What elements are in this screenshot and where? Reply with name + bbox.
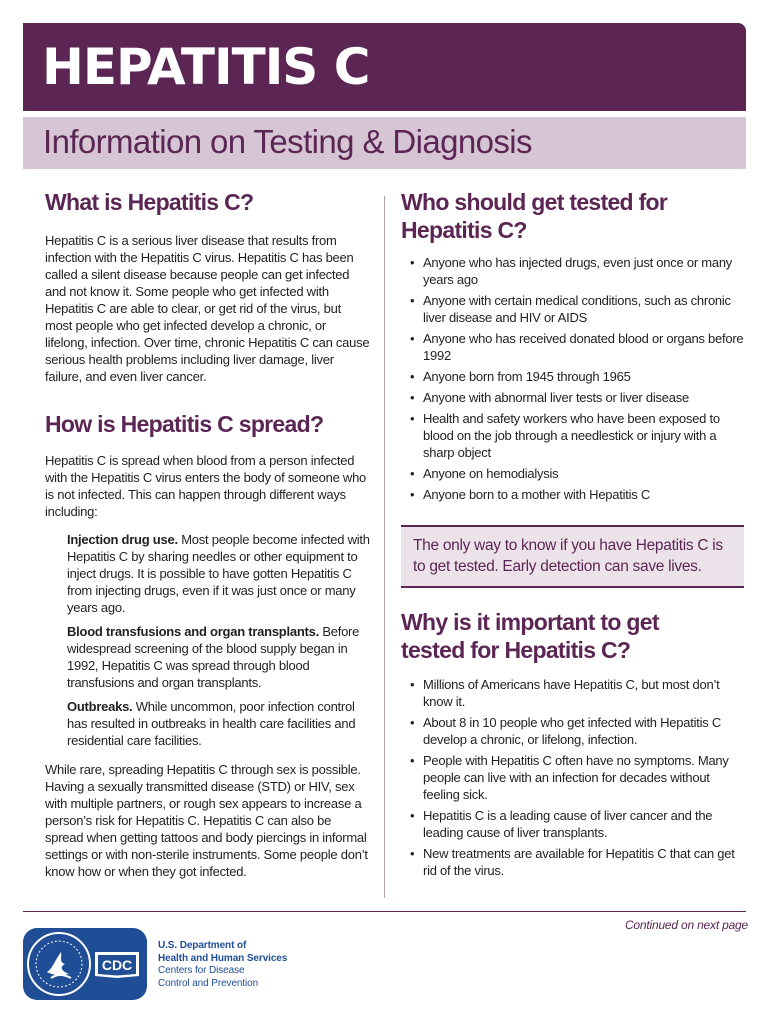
why-list xyxy=(401,676,746,879)
list-item xyxy=(401,845,746,879)
cdc-logo-text: CDC xyxy=(101,957,133,973)
bullet-icon: • xyxy=(410,715,415,730)
subtitle-band xyxy=(23,117,746,169)
bullet-icon: • xyxy=(410,846,415,861)
way-term: Outbreaks. xyxy=(67,699,133,714)
who-list xyxy=(401,254,746,503)
way-text: While uncommon, poor infection control has resulted in outbreaks in health care facilities and residential care facilities. xyxy=(67,699,356,748)
page-subtitle: Information on Testing & Diagnosis xyxy=(43,123,532,160)
list-item-text: Health and safety workers who have been exposed to blood on the job through a needlestick or injury with a sharp object xyxy=(423,411,720,460)
what-body: Hepatitis C is a serious liver disease that results from infection with the Hepatitis C virus. Hepatitis C has been called a silent disease because people can get infected and not know it. Some people who get infected with Hepatitis C are able to clear, or get rid of the virus, but most people who get infected develop a chronic, or lifelong, infection. Over time, chronic Hepatitis C can cause serious health problems including liver damage, liver failure, and even liver cancer. xyxy=(45,233,370,384)
title-band xyxy=(23,23,746,111)
bullet-icon: • xyxy=(410,808,415,823)
bullet-icon: • xyxy=(410,390,415,405)
section-what xyxy=(45,188,370,385)
agency-dept-line2: Health and Human Services xyxy=(158,952,288,964)
list-item xyxy=(401,676,746,710)
bullet-icon: • xyxy=(410,466,415,481)
way-text: Before widespread screening of the blood supply began in 1992, Hepatitis C was spread through blood transfusions and organ transplants. xyxy=(67,624,360,690)
agency-cdc-line1: Centers for Disease xyxy=(158,965,245,976)
right-column xyxy=(401,188,746,883)
list-item xyxy=(401,752,746,803)
bullet-icon: • xyxy=(410,677,415,692)
page-title: HEPATITIS C xyxy=(42,38,370,96)
bullet-icon: • xyxy=(410,293,415,308)
section-how xyxy=(45,410,370,880)
list-item xyxy=(401,807,746,841)
bullet-icon: • xyxy=(410,369,415,384)
list-item-text: Anyone with certain medical conditions, such as chronic liver disease and HIV or AIDS xyxy=(423,293,731,325)
list-item xyxy=(401,410,746,461)
what-heading: What is Hepatitis C? xyxy=(45,189,254,215)
logo-block xyxy=(23,928,147,1000)
list-item-text: Anyone who has injected drugs, even just once or many years ago xyxy=(423,255,733,287)
section-why xyxy=(401,608,746,879)
who-heading: Who should get tested for Hepatitis C? xyxy=(401,189,668,243)
list-item-text: Anyone with abnormal liver tests or liver disease xyxy=(423,390,689,405)
list-item-text: Anyone on hemodialysis xyxy=(423,466,559,481)
way-term: Blood transfusions and organ transplants. xyxy=(67,624,319,639)
footer-rule xyxy=(23,911,746,912)
bullet-icon: • xyxy=(410,487,415,502)
way-text: Most people become infected with Hepatitis C by sharing needles or other equipment to inject drugs. It is possible to have gotten Hepatitis C from injecting drugs, even if it was just once or many years ago. xyxy=(67,532,370,615)
list-item-text: People with Hepatitis C often have no symptoms. Many people can live with an infection for decades without feeling sick. xyxy=(423,753,729,802)
list-item xyxy=(401,292,746,326)
bullet-icon: • xyxy=(410,753,415,768)
list-item xyxy=(401,465,746,482)
how-intro: Hepatitis C is spread when blood from a person infected with the Hepatitis C virus enters the body of someone who is not infected. This can happen through different ways including: xyxy=(45,453,367,519)
agency-dept-line1: U.S. Department of xyxy=(158,940,247,951)
list-item xyxy=(401,330,746,364)
list-item-text: Anyone born to a mother with Hepatitis C xyxy=(423,487,651,502)
way-term: Injection drug use. xyxy=(67,532,178,547)
list-item xyxy=(67,623,370,691)
how-outro: While rare, spreading Hepatitis C through sex is possible. Having a sexually transmitted disease (STD) or HIV, sex with multiple partners, or rough sex appears to increase a person’s risk for Hepatitis C. Hepatitis C can also be spread when getting tattoos and body piercings in informal settings or with non-sterile instruments. Some people don’t know how or when they got infected. xyxy=(45,762,368,879)
list-item-text: About 8 in 10 people who get infected with Hepatitis C develop a chronic, or lifelong, infection. xyxy=(423,715,721,747)
continued-note: Continued on next page xyxy=(624,918,748,932)
list-item xyxy=(401,714,746,748)
why-heading: Why is it important to get tested for Hepatitis C? xyxy=(401,609,659,663)
bullet-icon: • xyxy=(410,331,415,346)
bullet-icon: • xyxy=(410,255,415,270)
list-item xyxy=(401,254,746,288)
cdc-logo-icon xyxy=(93,948,141,980)
list-item xyxy=(401,389,746,406)
list-item-text: Anyone born from 1945 through 1965 xyxy=(423,369,631,384)
how-heading: How is Hepatitis C spread? xyxy=(45,411,324,437)
left-column xyxy=(45,188,370,880)
list-item-text: New treatments are available for Hepatitis C that can get rid of the virus. xyxy=(423,846,735,878)
bullet-icon: • xyxy=(410,411,415,426)
list-item-text: Hepatitis C is a leading cause of liver cancer and the leading cause of liver transplants. xyxy=(423,808,713,840)
hhs-eagle-seal-icon xyxy=(27,932,91,996)
list-item xyxy=(401,486,746,503)
section-who xyxy=(401,188,746,503)
spread-ways-list xyxy=(45,531,370,749)
callout-box: The only way to know if you have Hepatitis C is to get tested. Early detection can save lives. xyxy=(401,525,744,588)
agency-cdc-line2: Control and Prevention xyxy=(158,977,259,989)
agency-block xyxy=(158,940,287,990)
list-item xyxy=(67,531,370,616)
list-item-text: Millions of Americans have Hepatitis C, but most don’t know it. xyxy=(423,677,720,709)
list-item xyxy=(401,368,746,385)
column-divider xyxy=(384,196,385,898)
list-item-text: Anyone who has received donated blood or organs before 1992 xyxy=(423,331,744,363)
list-item xyxy=(67,698,370,749)
